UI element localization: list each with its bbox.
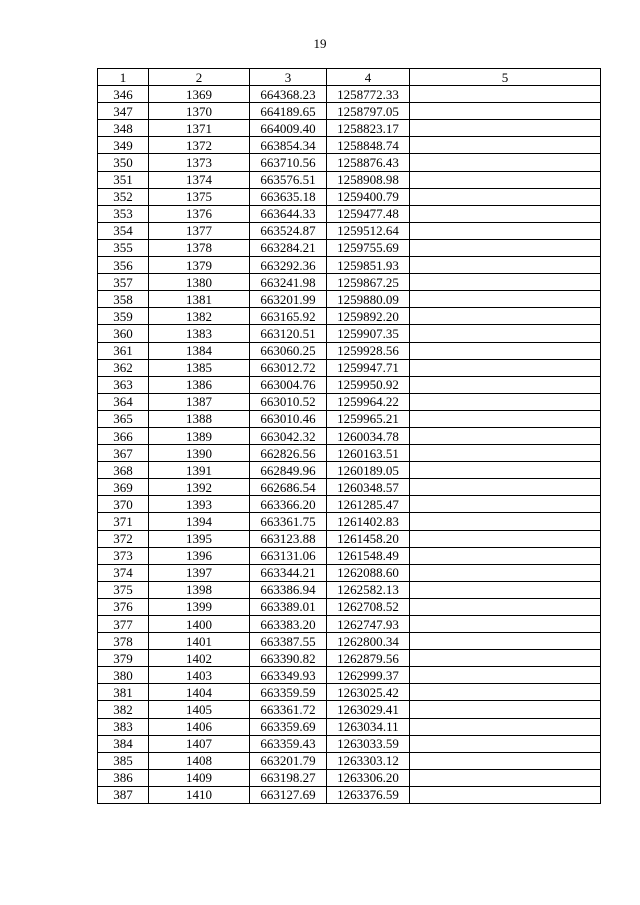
table-row — [98, 684, 601, 701]
table-row — [98, 171, 601, 188]
table-cell-col-1: 362 — [98, 359, 149, 376]
table-cell-col-5 — [410, 530, 601, 547]
table-cell-col-5 — [410, 205, 601, 222]
table-cell-col-5 — [410, 154, 601, 171]
table-cell-col-2: 1370 — [149, 103, 250, 120]
table-cell-col-2: 1400 — [149, 616, 250, 633]
table-header-row — [98, 69, 601, 86]
table-cell-col-4: 1263306.20 — [327, 769, 410, 786]
table-cell-col-3: 663710.56 — [250, 154, 327, 171]
table-cell-col-5 — [410, 137, 601, 154]
table-row — [98, 769, 601, 786]
table-row — [98, 530, 601, 547]
table-cell-col-1: 384 — [98, 735, 149, 752]
table-cell-col-1: 380 — [98, 667, 149, 684]
column-header-2: 2 — [149, 69, 250, 86]
table-cell-col-1: 368 — [98, 462, 149, 479]
table-row — [98, 479, 601, 496]
table-cell-col-2: 1387 — [149, 393, 250, 410]
table-cell-col-2: 1406 — [149, 718, 250, 735]
table-cell-col-1: 346 — [98, 86, 149, 103]
table-cell-col-2: 1389 — [149, 427, 250, 444]
table-cell-col-3: 663120.51 — [250, 325, 327, 342]
table-row — [98, 342, 601, 359]
table-cell-col-3: 663366.20 — [250, 496, 327, 513]
table-cell-col-1: 353 — [98, 205, 149, 222]
table-cell-col-1: 359 — [98, 308, 149, 325]
table-cell-col-5 — [410, 769, 601, 786]
table-cell-col-1: 364 — [98, 393, 149, 410]
table-cell-col-1: 352 — [98, 188, 149, 205]
table-cell-col-1: 347 — [98, 103, 149, 120]
column-header-5: 5 — [410, 69, 601, 86]
table-row — [98, 427, 601, 444]
table-cell-col-5 — [410, 308, 601, 325]
table-row — [98, 513, 601, 530]
table-row — [98, 239, 601, 256]
table-cell-col-3: 663042.32 — [250, 427, 327, 444]
table-cell-col-5 — [410, 325, 601, 342]
table-cell-col-5 — [410, 718, 601, 735]
table-cell-col-5 — [410, 513, 601, 530]
table-cell-col-1: 361 — [98, 342, 149, 359]
table-cell-col-5 — [410, 342, 601, 359]
table-cell-col-2: 1373 — [149, 154, 250, 171]
table-cell-col-2: 1410 — [149, 786, 250, 803]
table-row — [98, 291, 601, 308]
table-cell-col-3: 663292.36 — [250, 257, 327, 274]
table-cell-col-2: 1399 — [149, 598, 250, 615]
table-cell-col-3: 663201.79 — [250, 752, 327, 769]
table-cell-col-2: 1383 — [149, 325, 250, 342]
table-cell-col-4: 1261402.83 — [327, 513, 410, 530]
table-cell-col-2: 1408 — [149, 752, 250, 769]
table-cell-col-3: 663060.25 — [250, 342, 327, 359]
table-cell-col-4: 1258823.17 — [327, 120, 410, 137]
table-cell-col-3: 663349.93 — [250, 667, 327, 684]
table-cell-col-2: 1381 — [149, 291, 250, 308]
table-row — [98, 308, 601, 325]
table-cell-col-4: 1263029.41 — [327, 701, 410, 718]
table-cell-col-5 — [410, 547, 601, 564]
table-cell-col-5 — [410, 86, 601, 103]
table-cell-col-1: 387 — [98, 786, 149, 803]
table-cell-col-3: 662849.96 — [250, 462, 327, 479]
table-cell-col-5 — [410, 120, 601, 137]
table-cell-col-3: 663344.21 — [250, 564, 327, 581]
table-cell-col-5 — [410, 376, 601, 393]
table-row — [98, 616, 601, 633]
table-cell-col-4: 1259907.35 — [327, 325, 410, 342]
coordinates-table — [97, 68, 601, 804]
table-cell-col-1: 349 — [98, 137, 149, 154]
table-row — [98, 650, 601, 667]
table-cell-col-2: 1377 — [149, 222, 250, 239]
table-cell-col-5 — [410, 171, 601, 188]
table-cell-col-2: 1379 — [149, 257, 250, 274]
table-cell-col-5 — [410, 274, 601, 291]
table-cell-col-2: 1402 — [149, 650, 250, 667]
table-row — [98, 325, 601, 342]
table-cell-col-3: 663386.94 — [250, 581, 327, 598]
table-cell-col-5 — [410, 239, 601, 256]
table-cell-col-1: 382 — [98, 701, 149, 718]
table-cell-col-4: 1263376.59 — [327, 786, 410, 803]
table-cell-col-5 — [410, 598, 601, 615]
column-header-3: 3 — [250, 69, 327, 86]
table-cell-col-4: 1262999.37 — [327, 667, 410, 684]
table-cell-col-1: 373 — [98, 547, 149, 564]
table-cell-col-5 — [410, 291, 601, 308]
table-cell-col-3: 663359.69 — [250, 718, 327, 735]
table-cell-col-4: 1259950.92 — [327, 376, 410, 393]
table-row — [98, 786, 601, 803]
table-cell-col-2: 1398 — [149, 581, 250, 598]
table-row — [98, 274, 601, 291]
table-cell-col-2: 1409 — [149, 769, 250, 786]
table-cell-col-2: 1375 — [149, 188, 250, 205]
table-cell-col-4: 1263025.42 — [327, 684, 410, 701]
table-cell-col-3: 663004.76 — [250, 376, 327, 393]
table-cell-col-1: 348 — [98, 120, 149, 137]
table-row — [98, 205, 601, 222]
table-cell-col-5 — [410, 445, 601, 462]
table-cell-col-4: 1259400.79 — [327, 188, 410, 205]
table-cell-col-1: 375 — [98, 581, 149, 598]
table-cell-col-1: 350 — [98, 154, 149, 171]
table-cell-col-4: 1262708.52 — [327, 598, 410, 615]
table-cell-col-1: 374 — [98, 564, 149, 581]
table-cell-col-1: 383 — [98, 718, 149, 735]
table-cell-col-4: 1262879.56 — [327, 650, 410, 667]
table-cell-col-2: 1384 — [149, 342, 250, 359]
table-cell-col-5 — [410, 684, 601, 701]
table-cell-col-2: 1397 — [149, 564, 250, 581]
table-cell-col-4: 1261458.20 — [327, 530, 410, 547]
table-cell-col-2: 1394 — [149, 513, 250, 530]
table-cell-col-1: 354 — [98, 222, 149, 239]
table-cell-col-1: 377 — [98, 616, 149, 633]
table-cell-col-4: 1258797.05 — [327, 103, 410, 120]
table-cell-col-1: 358 — [98, 291, 149, 308]
table-cell-col-3: 663010.52 — [250, 393, 327, 410]
column-header-4: 4 — [327, 69, 410, 86]
table-cell-col-3: 663635.18 — [250, 188, 327, 205]
table-cell-col-5 — [410, 752, 601, 769]
table-cell-col-5 — [410, 650, 601, 667]
table-cell-col-5 — [410, 479, 601, 496]
table-row — [98, 462, 601, 479]
table-cell-col-3: 663854.34 — [250, 137, 327, 154]
table-cell-col-2: 1371 — [149, 120, 250, 137]
table-cell-col-3: 663383.20 — [250, 616, 327, 633]
table-cell-col-2: 1388 — [149, 410, 250, 427]
table-cell-col-2: 1403 — [149, 667, 250, 684]
table-cell-col-5 — [410, 564, 601, 581]
table-cell-col-5 — [410, 427, 601, 444]
table-cell-col-2: 1380 — [149, 274, 250, 291]
table-cell-col-4: 1263034.11 — [327, 718, 410, 735]
page-number: 19 — [313, 36, 327, 51]
table-cell-col-1: 378 — [98, 633, 149, 650]
table-cell-col-1: 385 — [98, 752, 149, 769]
table-cell-col-4: 1259947.71 — [327, 359, 410, 376]
table-cell-col-4: 1258772.33 — [327, 86, 410, 103]
table-cell-col-5 — [410, 496, 601, 513]
table-cell-col-1: 363 — [98, 376, 149, 393]
table-cell-col-2: 1404 — [149, 684, 250, 701]
table-row — [98, 581, 601, 598]
table-cell-col-3: 663241.98 — [250, 274, 327, 291]
table-row — [98, 445, 601, 462]
table-cell-col-4: 1259880.09 — [327, 291, 410, 308]
table-cell-col-1: 376 — [98, 598, 149, 615]
table-cell-col-4: 1259965.21 — [327, 410, 410, 427]
table-cell-col-5 — [410, 257, 601, 274]
table-body — [98, 86, 601, 804]
table-cell-col-4: 1258848.74 — [327, 137, 410, 154]
table-row — [98, 718, 601, 735]
table-cell-col-3: 663012.72 — [250, 359, 327, 376]
table-row — [98, 496, 601, 513]
table-cell-col-2: 1393 — [149, 496, 250, 513]
table-row — [98, 735, 601, 752]
table-cell-col-3: 663284.21 — [250, 239, 327, 256]
table-cell-col-2: 1376 — [149, 205, 250, 222]
table-cell-col-4: 1259851.93 — [327, 257, 410, 274]
table-cell-col-2: 1407 — [149, 735, 250, 752]
table-cell-col-3: 663361.75 — [250, 513, 327, 530]
table-cell-col-5 — [410, 786, 601, 803]
table-row — [98, 120, 601, 137]
table-cell-col-5 — [410, 462, 601, 479]
table-row — [98, 359, 601, 376]
table-cell-col-4: 1263033.59 — [327, 735, 410, 752]
table-cell-col-2: 1372 — [149, 137, 250, 154]
table-cell-col-4: 1259477.48 — [327, 205, 410, 222]
table-row — [98, 633, 601, 650]
table-cell-col-2: 1396 — [149, 547, 250, 564]
table-cell-col-4: 1261548.49 — [327, 547, 410, 564]
table-row — [98, 752, 601, 769]
table-cell-col-3: 663010.46 — [250, 410, 327, 427]
table-cell-col-3: 663165.92 — [250, 308, 327, 325]
table-row — [98, 598, 601, 615]
table-row — [98, 137, 601, 154]
table-cell-col-4: 1259755.69 — [327, 239, 410, 256]
table-cell-col-4: 1262800.34 — [327, 633, 410, 650]
table-cell-col-1: 372 — [98, 530, 149, 547]
table-cell-col-3: 663524.87 — [250, 222, 327, 239]
table-row — [98, 410, 601, 427]
table-cell-col-3: 663390.82 — [250, 650, 327, 667]
table-cell-col-3: 664189.65 — [250, 103, 327, 120]
table-cell-col-4: 1259928.56 — [327, 342, 410, 359]
table-cell-col-5 — [410, 188, 601, 205]
table-cell-col-3: 663198.27 — [250, 769, 327, 786]
table-cell-col-1: 379 — [98, 650, 149, 667]
table-row — [98, 393, 601, 410]
table-row — [98, 547, 601, 564]
table-cell-col-3: 663576.51 — [250, 171, 327, 188]
table-cell-col-5 — [410, 616, 601, 633]
table-cell-col-4: 1259867.25 — [327, 274, 410, 291]
table-cell-col-3: 663644.33 — [250, 205, 327, 222]
table-row — [98, 86, 601, 103]
table-cell-col-3: 663123.88 — [250, 530, 327, 547]
table-row — [98, 376, 601, 393]
table-cell-col-5 — [410, 410, 601, 427]
table-cell-col-4: 1260348.57 — [327, 479, 410, 496]
table-cell-col-3: 663127.69 — [250, 786, 327, 803]
table-row — [98, 222, 601, 239]
table-row — [98, 257, 601, 274]
table-cell-col-2: 1392 — [149, 479, 250, 496]
table-cell-col-5 — [410, 667, 601, 684]
table-row — [98, 188, 601, 205]
table-cell-col-3: 664368.23 — [250, 86, 327, 103]
table-cell-col-4: 1262582.13 — [327, 581, 410, 598]
table-cell-col-4: 1259964.22 — [327, 393, 410, 410]
table-cell-col-2: 1385 — [149, 359, 250, 376]
table-cell-col-4: 1260163.51 — [327, 445, 410, 462]
table-cell-col-2: 1395 — [149, 530, 250, 547]
table-cell-col-2: 1374 — [149, 171, 250, 188]
table-cell-col-4: 1258908.98 — [327, 171, 410, 188]
table-row — [98, 154, 601, 171]
table-cell-col-1: 370 — [98, 496, 149, 513]
table-cell-col-3: 663361.72 — [250, 701, 327, 718]
table-cell-col-3: 663201.99 — [250, 291, 327, 308]
table-cell-col-2: 1405 — [149, 701, 250, 718]
table-cell-col-4: 1260034.78 — [327, 427, 410, 444]
table-cell-col-2: 1378 — [149, 239, 250, 256]
table-cell-col-3: 664009.40 — [250, 120, 327, 137]
table-cell-col-1: 357 — [98, 274, 149, 291]
table-cell-col-2: 1382 — [149, 308, 250, 325]
table-cell-col-5 — [410, 103, 601, 120]
table-cell-col-3: 663359.59 — [250, 684, 327, 701]
table-cell-col-3: 663359.43 — [250, 735, 327, 752]
table-cell-col-2: 1390 — [149, 445, 250, 462]
table-cell-col-1: 386 — [98, 769, 149, 786]
table-cell-col-4: 1259892.20 — [327, 308, 410, 325]
table-cell-col-5 — [410, 735, 601, 752]
table-cell-col-1: 367 — [98, 445, 149, 462]
column-header-1: 1 — [98, 69, 149, 86]
table-row — [98, 564, 601, 581]
table-cell-col-1: 351 — [98, 171, 149, 188]
table-row — [98, 701, 601, 718]
table-cell-col-3: 663389.01 — [250, 598, 327, 615]
table-cell-col-1: 356 — [98, 257, 149, 274]
table-cell-col-5 — [410, 701, 601, 718]
table-cell-col-2: 1391 — [149, 462, 250, 479]
table-cell-col-1: 360 — [98, 325, 149, 342]
table-cell-col-3: 663387.55 — [250, 633, 327, 650]
table-cell-col-5 — [410, 581, 601, 598]
table-cell-col-1: 355 — [98, 239, 149, 256]
table-cell-col-3: 663131.06 — [250, 547, 327, 564]
table-cell-col-4: 1262747.93 — [327, 616, 410, 633]
table-cell-col-2: 1386 — [149, 376, 250, 393]
table-cell-col-3: 662826.56 — [250, 445, 327, 462]
table-cell-col-4: 1261285.47 — [327, 496, 410, 513]
table-row — [98, 667, 601, 684]
table-cell-col-5 — [410, 222, 601, 239]
table-cell-col-5 — [410, 633, 601, 650]
table-cell-col-1: 369 — [98, 479, 149, 496]
table-row — [98, 103, 601, 120]
table-cell-col-2: 1401 — [149, 633, 250, 650]
table-cell-col-1: 366 — [98, 427, 149, 444]
table-cell-col-5 — [410, 393, 601, 410]
table-cell-col-3: 662686.54 — [250, 479, 327, 496]
table-cell-col-4: 1260189.05 — [327, 462, 410, 479]
table-cell-col-1: 381 — [98, 684, 149, 701]
table-cell-col-4: 1259512.64 — [327, 222, 410, 239]
table-cell-col-1: 371 — [98, 513, 149, 530]
table-cell-col-2: 1369 — [149, 86, 250, 103]
table-cell-col-1: 365 — [98, 410, 149, 427]
table-cell-col-5 — [410, 359, 601, 376]
table-cell-col-4: 1263303.12 — [327, 752, 410, 769]
table-cell-col-4: 1258876.43 — [327, 154, 410, 171]
table-cell-col-4: 1262088.60 — [327, 564, 410, 581]
